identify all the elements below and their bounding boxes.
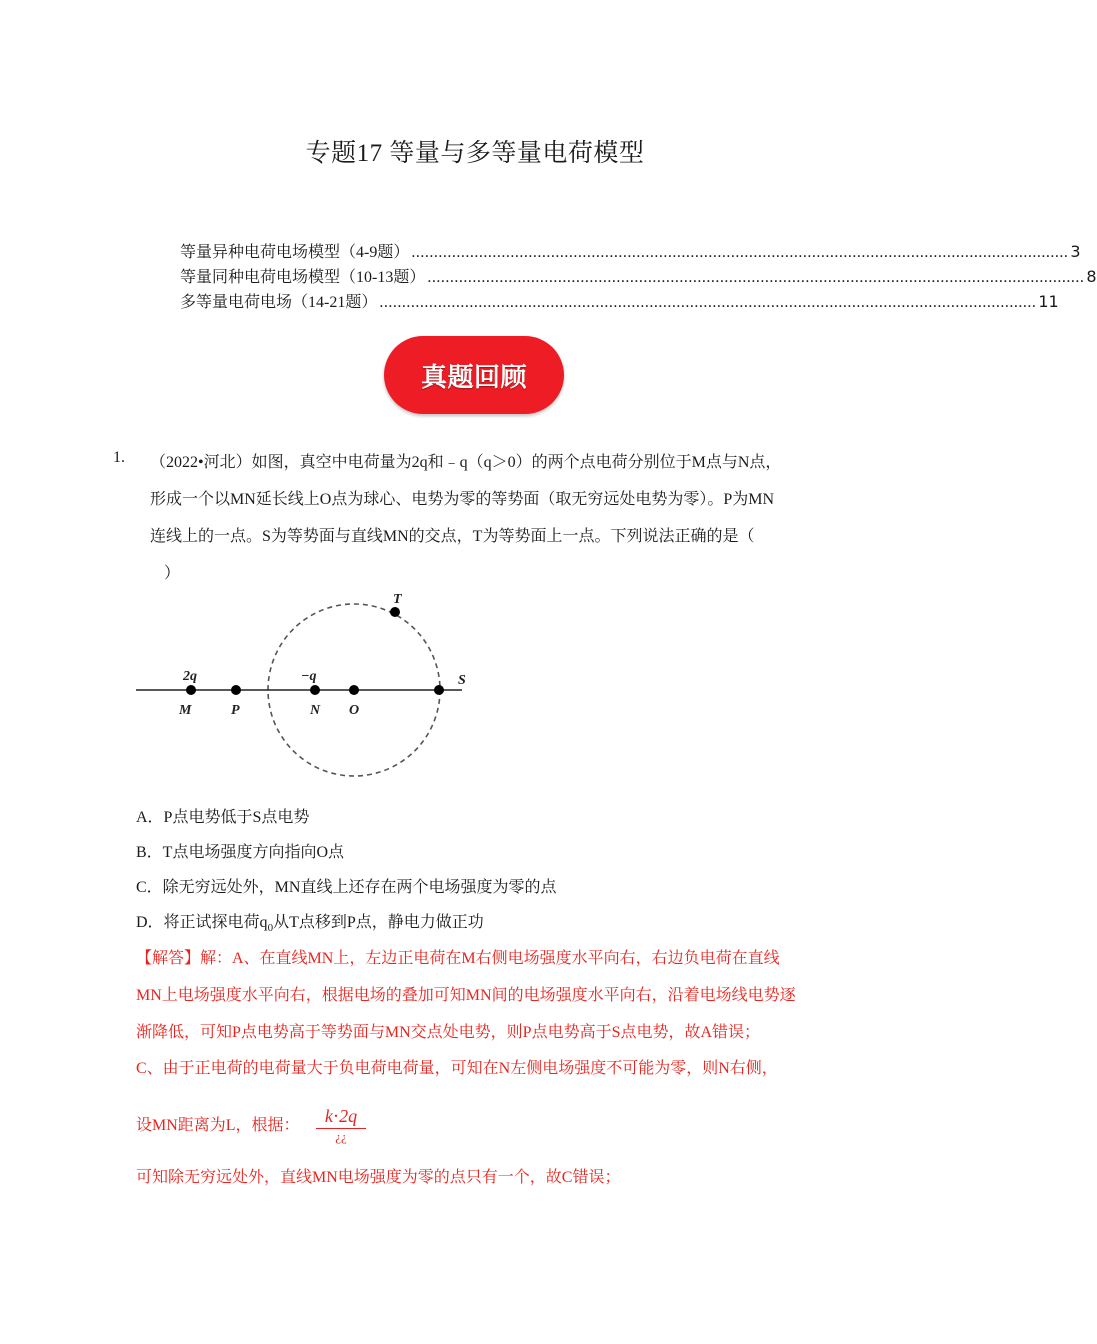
- point-label-m: M: [179, 703, 192, 718]
- toc-entry-label: 等量同种电荷电场模型（10-13题）: [180, 269, 426, 286]
- answer-line: 渐降低，可知P点电势高于等势面与MN交点处电势，则P点电势高于S点电势，故A错误；: [136, 1024, 761, 1041]
- toc-leader-dots: ..................................................................................................................................................: [427, 269, 1085, 286]
- question-text-line: 形成一个以MN延长线上O点为球心、电势为零的等势面（取无穷远处电势为零）。P为MN: [150, 491, 775, 508]
- toc-entry[interactable]: [180, 239, 1081, 263]
- toc-entry-page: 3: [1070, 242, 1081, 261]
- toc-leader-dots: ..................................................................................................................................................: [379, 294, 1037, 311]
- answer-formula: [316, 1106, 366, 1145]
- point-label-s: S: [458, 673, 466, 688]
- toc-entry-label: 多等量电荷电场（14-21题）: [180, 294, 378, 311]
- point-p: [231, 685, 241, 695]
- point-label-n: N: [310, 703, 321, 718]
- charge-label-n: −q: [301, 669, 317, 684]
- toc-entry-page: 8: [1086, 267, 1097, 286]
- toc-entry[interactable]: [180, 289, 1059, 313]
- point-n: [310, 685, 320, 695]
- point-label-o: O: [349, 703, 360, 718]
- option-a[interactable]: A．P点电势低于S点电势: [136, 809, 310, 826]
- point-label-t: T: [393, 592, 402, 607]
- toc-entry-label: 等量异种电荷电场模型（4-9题）: [180, 244, 410, 261]
- option-d[interactable]: [136, 909, 484, 934]
- point-m: [186, 685, 196, 695]
- section-banner-label: 真题回顾: [420, 362, 527, 393]
- point-s: [434, 685, 444, 695]
- answer-line: MN上电场强度水平向右，根据电场的叠加可知MN间的电场强度水平向右，沿着电场线电势逐: [136, 987, 796, 1004]
- point-label-p: P: [231, 703, 240, 718]
- charge-diagram: [0, 585, 950, 785]
- question-text-line: （2022•河北）如图，真空中电荷量为2q和﹣q（q＞0）的两个点电荷分别位于M点与N点，: [150, 454, 782, 471]
- option-b[interactable]: B．T点电场强度方向指向O点: [136, 844, 345, 861]
- option-d-subscript: 0: [267, 922, 274, 935]
- toc-entry-page: 11: [1038, 292, 1059, 311]
- answer-line: 【解答】解：A、在直线MN上，左边正电荷在M右侧电场强度水平向右，右边负电荷在直线: [136, 950, 780, 967]
- toc-leader-dots: ..................................................................................................................................................: [411, 244, 1069, 261]
- formula-numerator: k⋅2q: [316, 1106, 366, 1129]
- option-c[interactable]: C．除无穷远处外，MN直线上还存在两个电场强度为零的点: [136, 879, 557, 896]
- point-o: [349, 685, 359, 695]
- option-d-suffix: 从T点移到P点，静电力做正功: [273, 914, 484, 931]
- question-number: 1.: [113, 449, 125, 466]
- toc-entry[interactable]: [180, 264, 1097, 288]
- answer-conclusion: 可知除无穷远处外，直线MN电场强度为零的点只有一个，故C错误；: [136, 1169, 621, 1186]
- formula-denominator: ¿¿: [335, 1129, 347, 1144]
- answer-line: C、由于正电荷的电荷量大于负电荷电荷量，可知在N左侧电场强度不可能为零，则N右侧，: [136, 1060, 778, 1077]
- charge-label-m: 2q: [183, 669, 197, 684]
- section-banner: [384, 336, 564, 414]
- option-d-prefix: D．将正试探电荷q: [136, 914, 268, 931]
- answer-formula-intro: 设MN距离为L，根据：: [136, 1117, 300, 1134]
- page-title: 专题17 等量与多等量电荷模型: [305, 140, 645, 167]
- question-text-line: 连线上的一点。S为等势面与直线MN的交点，T为等势面上一点。下列说法正确的是（: [150, 528, 755, 545]
- point-t: [390, 607, 400, 617]
- question-text-line: ）: [164, 565, 181, 582]
